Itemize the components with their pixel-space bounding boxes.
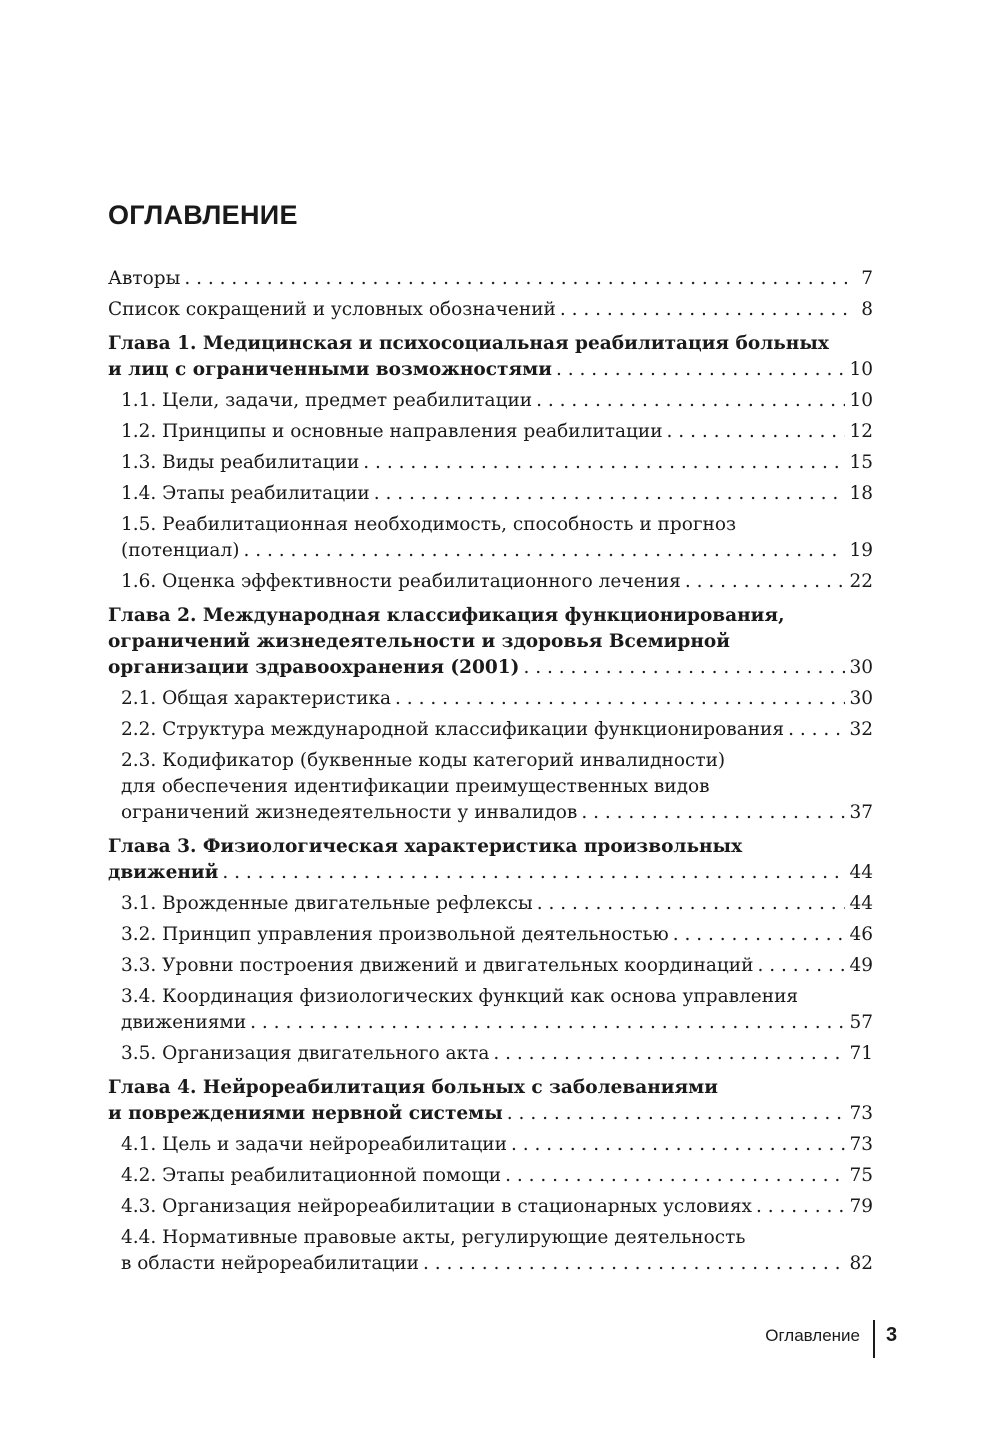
dot-leader	[537, 891, 846, 917]
toc-entry[interactable]	[108, 266, 873, 292]
toc-entry-text: организации здравоохранения (2001)	[108, 657, 520, 678]
toc-page-number: 46	[849, 924, 873, 945]
page-number: 3	[886, 1324, 898, 1346]
toc-entry-text: 4.2. Этапы реабилитационной помощи	[121, 1165, 502, 1186]
page-footer	[0, 1320, 1000, 1360]
toc-entry-text: 3.3. Уровни построения движений и двигательных координаций	[121, 955, 754, 976]
toc-page-number: 10	[849, 390, 873, 411]
toc-entry-text: 2.2. Структура международной классификации функционирования	[121, 719, 785, 740]
toc-entry[interactable]	[108, 891, 873, 917]
toc-page-number: 44	[849, 862, 873, 883]
dot-leader	[493, 1041, 845, 1067]
toc-entry[interactable]	[108, 512, 873, 564]
toc-page-number: 37	[849, 802, 873, 823]
dot-leader	[536, 388, 845, 414]
dot-leader	[363, 450, 845, 476]
toc-entry[interactable]	[108, 1132, 873, 1158]
toc-entry[interactable]	[108, 686, 873, 712]
toc-entry-text: 1.4. Этапы реабилитации	[121, 483, 370, 504]
toc-entry[interactable]	[108, 748, 873, 826]
footer-divider	[873, 1320, 875, 1358]
page-title: ОГЛАВЛЕНИЕ	[108, 200, 298, 230]
toc-page-number: 15	[849, 452, 873, 473]
toc-chapter-entry[interactable]	[108, 331, 873, 383]
dot-leader	[523, 655, 845, 681]
toc-entry-text: движений	[108, 862, 219, 883]
toc-entry[interactable]	[108, 922, 873, 948]
toc-chapter-entry[interactable]	[108, 834, 873, 886]
dot-leader	[243, 538, 845, 564]
toc-entry[interactable]	[108, 481, 873, 507]
toc-entry-text: и лиц с ограниченными возможностями	[108, 359, 552, 380]
dot-leader	[505, 1163, 845, 1189]
toc-entry[interactable]	[108, 717, 873, 743]
toc-entry-text: 4.1. Цель и задачи нейрореабилитации	[121, 1134, 507, 1155]
toc-page-number: 19	[849, 540, 873, 561]
toc-page-number: 49	[849, 955, 873, 976]
toc-entry-text: Глава 3. Физиологическая характеристика произвольных	[108, 836, 743, 857]
toc-entry[interactable]	[108, 1194, 873, 1220]
toc-entry-text: ограничений жизнедеятельности у инвалидов	[121, 802, 578, 823]
table-of-contents	[108, 266, 873, 1277]
toc-page-number: 82	[849, 1253, 873, 1274]
toc-page-number: 30	[849, 688, 873, 709]
toc-entry-text: 3.5. Организация двигательного акта	[121, 1043, 490, 1064]
toc-entry-text: 1.1. Цели, задачи, предмет реабилитации	[121, 390, 533, 411]
toc-chapter-entry[interactable]	[108, 603, 873, 681]
toc-entry-text: 3.2. Принцип управления произвольной деятельностью	[121, 924, 669, 945]
running-title: Оглавление	[765, 1326, 860, 1345]
toc-entry-text: Список сокращений и условных обозначений	[108, 299, 556, 320]
dot-leader	[250, 1010, 845, 1036]
toc-page-number: 44	[849, 893, 873, 914]
toc-entry-text: 1.3. Виды реабилитации	[121, 452, 360, 473]
toc-entry-text: 2.3. Кодификатор (буквенные коды категорий инвалидности)	[121, 750, 726, 771]
toc-page-number: 22	[849, 571, 873, 592]
toc-entry-text: для обеспечения идентификации преимущественных видов	[121, 776, 710, 797]
toc-page-number: 7	[861, 268, 873, 289]
toc-entry-text: 4.4. Нормативные правовые акты, регулирующие деятельность	[121, 1227, 746, 1248]
dot-leader	[222, 860, 845, 886]
dot-leader	[374, 481, 846, 507]
dot-leader	[788, 717, 845, 743]
toc-entry-text: 1.2. Принципы и основные направления реабилитации	[121, 421, 663, 442]
dot-leader	[184, 266, 847, 292]
toc-entry-text: Глава 4. Нейрореабилитация больных с заболеваниями	[108, 1077, 718, 1098]
toc-entry[interactable]	[108, 450, 873, 476]
dot-leader	[673, 922, 846, 948]
toc-entry[interactable]	[108, 1041, 873, 1067]
dot-leader	[395, 686, 845, 712]
toc-page-number: 75	[849, 1165, 873, 1186]
toc-entry-text: 1.6. Оценка эффективности реабилитационного лечения	[121, 571, 681, 592]
toc-entry-text: Глава 1. Медицинская и психосоциальная реабилитация больных	[108, 333, 829, 354]
toc-page-number: 79	[849, 1196, 873, 1217]
toc-page-number: 73	[849, 1134, 873, 1155]
toc-page-number: 12	[849, 421, 873, 442]
toc-entry-text: 3.1. Врожденные двигательные рефлексы	[121, 893, 533, 914]
toc-page-number: 30	[849, 657, 873, 678]
toc-entry[interactable]	[108, 1225, 873, 1277]
toc-entry-text: 4.3. Организация нейрореабилитации в стационарных условиях	[121, 1196, 752, 1217]
toc-entry-text: 2.1. Общая характеристика	[121, 688, 392, 709]
toc-entry[interactable]	[108, 569, 873, 595]
dot-leader	[581, 800, 845, 826]
toc-page-number: 8	[861, 299, 873, 320]
toc-entry-text: 1.5. Реабилитационная необходимость, способность и прогноз	[121, 514, 737, 535]
toc-entry[interactable]	[108, 388, 873, 414]
toc-page-number: 10	[849, 359, 873, 380]
toc-entry-text: и повреждениями нервной системы	[108, 1103, 503, 1124]
dot-leader	[667, 419, 846, 445]
toc-entry[interactable]	[108, 984, 873, 1036]
dot-leader	[423, 1251, 846, 1277]
dot-leader	[560, 297, 847, 323]
toc-entry[interactable]	[108, 1163, 873, 1189]
toc-entry-text: 3.4. Координация физиологических функций как основа управления	[121, 986, 799, 1007]
toc-entry[interactable]	[108, 297, 873, 323]
dot-leader	[757, 953, 845, 979]
toc-entry[interactable]	[108, 953, 873, 979]
toc-page-number: 57	[849, 1012, 873, 1033]
toc-page-number: 32	[849, 719, 873, 740]
toc-page-number: 73	[849, 1103, 873, 1124]
toc-page-number: 71	[849, 1043, 873, 1064]
dot-leader	[556, 357, 846, 383]
dot-leader	[756, 1194, 845, 1220]
toc-entry-text: (потенциал)	[121, 540, 240, 561]
toc-chapter-entry[interactable]	[108, 1075, 873, 1127]
toc-entry-text: Глава 2. Международная классификация функционирования,	[108, 605, 785, 626]
toc-entry-text: ограничений жизнедеятельности и здоровья Всемирной	[108, 631, 730, 652]
dot-leader	[685, 569, 846, 595]
toc-entry-text: в области нейрореабилитации	[121, 1253, 419, 1274]
toc-entry[interactable]	[108, 419, 873, 445]
dot-leader	[507, 1101, 846, 1127]
toc-entry-text: Авторы	[108, 268, 181, 289]
toc-page-number: 18	[849, 483, 873, 504]
toc-entry-text: движениями	[121, 1012, 247, 1033]
dot-leader	[511, 1132, 846, 1158]
